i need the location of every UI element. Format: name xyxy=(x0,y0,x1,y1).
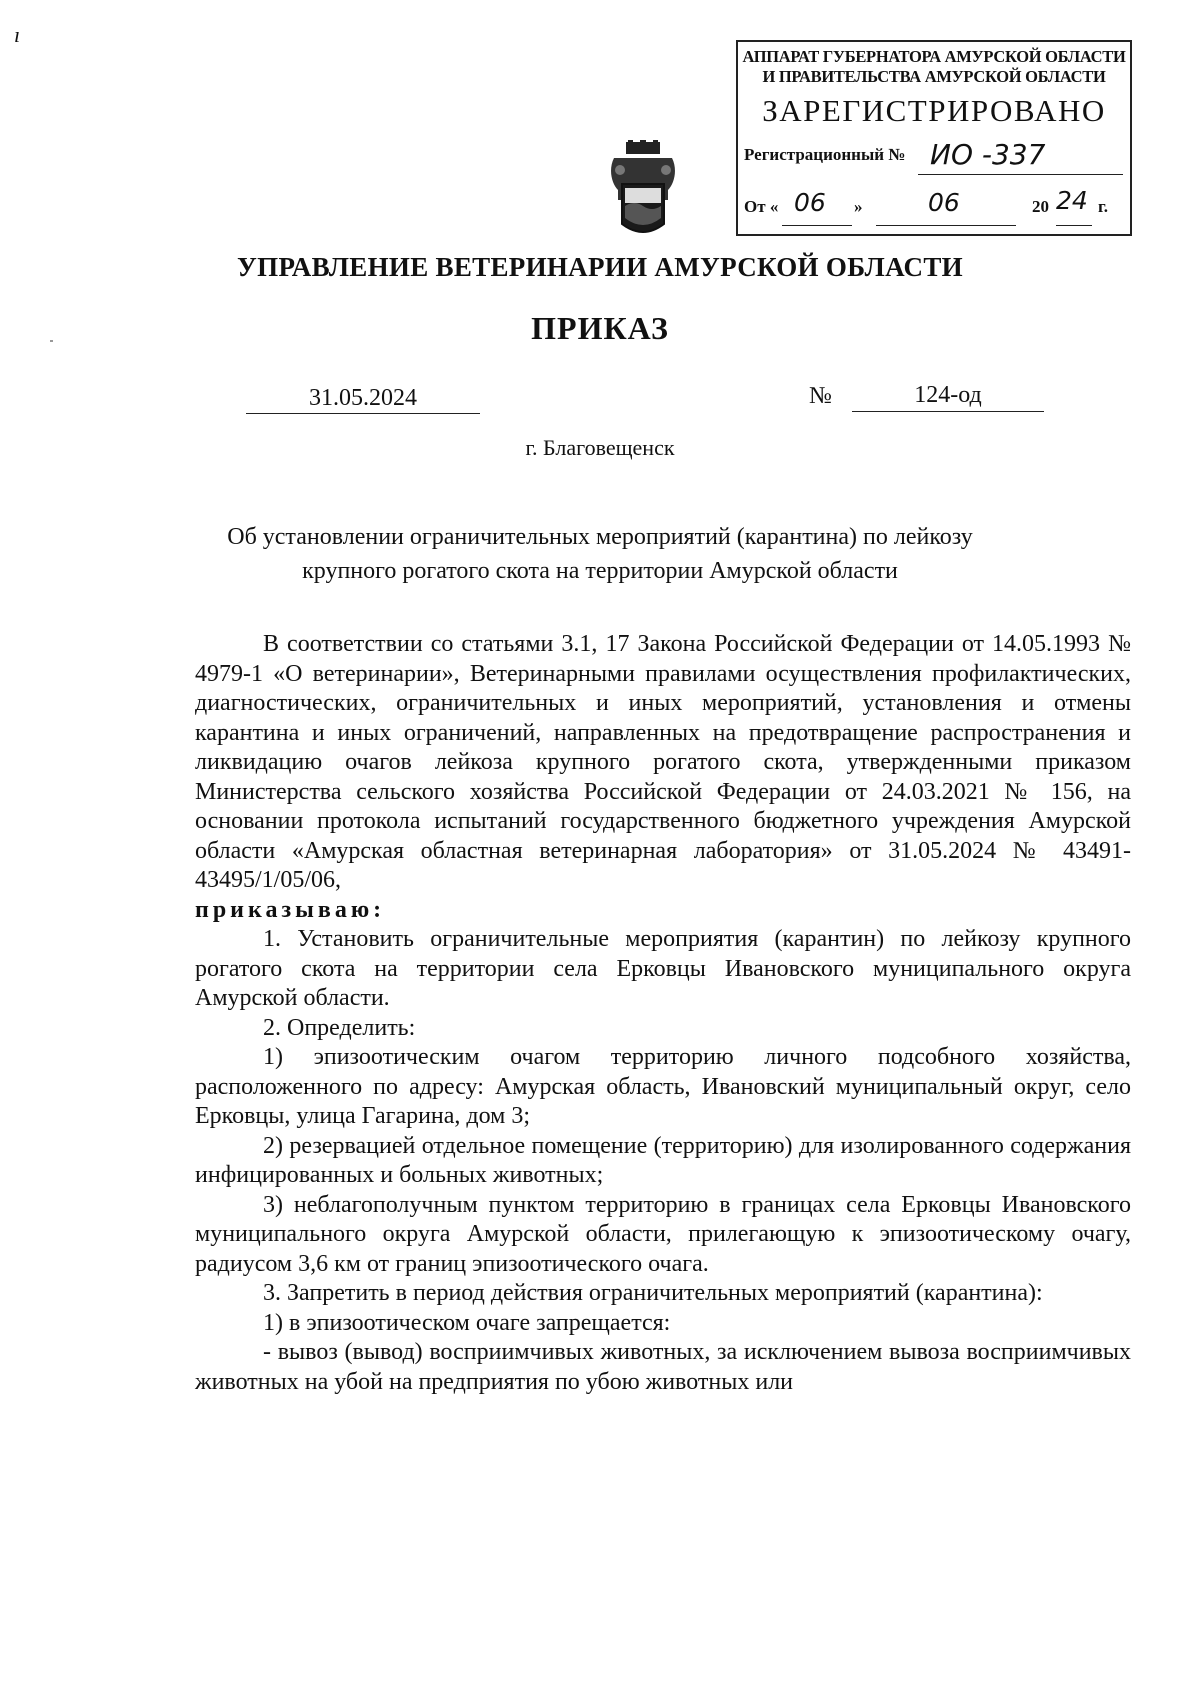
amur-coat-of-arms-icon xyxy=(608,140,678,240)
stamp-from-label: От « xyxy=(744,197,779,216)
stamp-year-abbr: г. xyxy=(1098,197,1109,216)
stamp-month-underline xyxy=(876,225,1016,226)
organization-name: УПРАВЛЕНИЕ ВЕТЕРИНАРИИ АМУРСКОЙ ОБЛАСТИ xyxy=(237,252,963,282)
stamp-reg-underline xyxy=(918,174,1123,175)
subject-line-2: крупного рогатого скота на территории Амурской области xyxy=(302,558,898,584)
order-number-sign: № xyxy=(809,383,832,409)
document-type: ПРИКАЗ xyxy=(531,310,669,346)
order-number: 124-од xyxy=(852,382,1044,412)
clause-3: 3. Запретить в период действия ограничительных мероприятий (карантина): xyxy=(263,1280,1043,1306)
clause-2-1: 1) эпизоотическим очагом территорию личного подсобного хозяйства, расположенного по адресу: Амурская область, Ивановский муниципальный округ, село Ерковцы, улица Гагарина, дом 3; xyxy=(195,1044,1131,1129)
clause-3-1: 1) в эпизоотическом очаге запрещается: xyxy=(263,1309,671,1336)
city: г. Благовещенск xyxy=(525,435,675,460)
stamp-year-suffix: 24 xyxy=(1056,186,1088,215)
stamp-reg-row xyxy=(744,145,905,165)
stamp-reg-number: ИО -337 xyxy=(930,138,1046,171)
stamp-reg-label: Регистрационный № xyxy=(744,145,906,164)
stamp-org-line2: И ПРАВИТЕЛЬСТВА АМУРСКОЙ ОБЛАСТИ xyxy=(762,67,1106,86)
stamp-quote-close: » xyxy=(854,197,863,216)
stamp-year-underline xyxy=(1056,225,1092,226)
subject-line-1: Об установлении ограничительных мероприятий (карантина) по лейкозу xyxy=(227,524,973,550)
order-subject xyxy=(0,520,1200,588)
preamble-paragraph: В соответствии со статьями 3.1, 17 Закона Российской Федерации от 14.05.1993 № 4979-1 «О ветеринарии», Ветеринарными правилами осуществления профилактических, диагностических, ограничительных и иных мероприятий, установления и отмены карантина и иных ограничений, направленных на предотвращение распространения и ликвидацию очагов лейкоза крупного рогатого скота, утвержденными приказом Министерства сельского хозяйства Российской Федерации от 24.03.2021 № 156, на основании протокола испытаний государственного бюджетного учреждения Амурской области «Амурская областная ветеринарная лаборатория» от 31.05.2024 № 43491-43495/1/05/06, xyxy=(195,631,1131,893)
margin-mark: ı xyxy=(14,22,21,47)
stamp-day-underline xyxy=(782,225,852,226)
stamp-day: 06 xyxy=(794,188,826,217)
stamp-org-line1: АППАРАТ ГУБЕРНАТОРА АМУРСКОЙ ОБЛАСТИ xyxy=(742,47,1126,66)
stamp-month: 06 xyxy=(928,188,960,217)
clause-2-2: 2) резервацией отдельное помещение (территорию) для изолированного содержания инфицированных и больных животных; xyxy=(195,1132,1131,1188)
clause-2: 2. Определить: xyxy=(263,1014,416,1041)
clause-3-1-a: - вывоз (вывод) восприимчивых животных, за исключением вывоза восприимчивых животных на убой на предприятия по убою животных или xyxy=(195,1339,1131,1395)
order-body xyxy=(195,630,1131,1397)
clause-1: 1. Установить ограничительные мероприятия (карантин) по лейкозу крупного рогатого скота на территории села Ерковцы Ивановского муниципального округа Амурской области. xyxy=(195,926,1131,1011)
order-date: 31.05.2024 xyxy=(246,385,480,414)
stamp-status: ЗАРЕГИСТРИРОВАНО xyxy=(762,93,1106,128)
stamp-from-row xyxy=(744,197,778,217)
clause-2-3: 3) неблагополучным пунктом территорию в границах села Ерковцы Ивановского муниципального округа Амурской области, прилегающую к эпизоотическому очагу, радиусом 3,6 км от границ эпизоотического очага. xyxy=(195,1191,1131,1277)
order-keyword: приказываю: xyxy=(195,896,386,923)
registration-stamp xyxy=(736,40,1132,236)
stamp-year-prefix: 20 xyxy=(1032,197,1049,216)
